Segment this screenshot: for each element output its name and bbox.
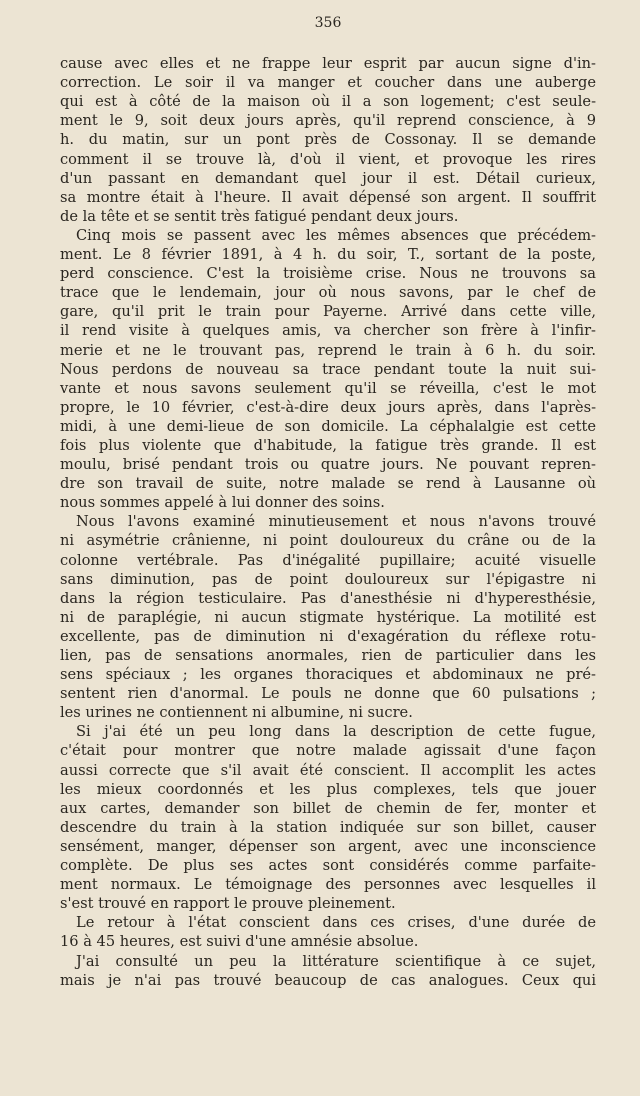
text-line: vante et nous savons seulement qu'il se réveilla, c'est le mot [60, 379, 596, 397]
text-line: Le retour à l'état conscient dans ces crises, d'une durée de [76, 914, 596, 932]
text-line: ment le 9, soit deux jours après, qu'il reprend conscience, à 9 [60, 112, 596, 130]
text-line: qui est à côté de la maison où il a son logement; c'est seule- [60, 93, 596, 111]
text-line: Cinq mois se passent avec les mêmes absences que précédem- [76, 226, 596, 244]
text-line: aux cartes, demander son billet de chemin de fer, monter et [60, 799, 596, 817]
text-line: h. du matin, sur un pont près de Cossonay. Il se demande [60, 131, 596, 149]
text-line: propre, le 10 février, c'est-à-dire deux jours après, dans l'après- [60, 398, 596, 416]
text-line: moulu, brisé pendant trois ou quatre jours. Ne pouvant repren- [60, 456, 596, 474]
text-line: Nous perdons de nouveau sa trace pendant toute la nuit sui- [60, 360, 596, 378]
text-line: s'est trouvé en rapport le prouve pleinement. [60, 895, 396, 913]
text-line: c'était pour montrer que notre malade agissait d'une façon [60, 742, 596, 760]
text-line: Si j'ai été un peu long dans la description de cette fugue, [76, 723, 596, 741]
text-line: sa montre était à l'heure. Il avait dépensé son argent. Il souffrit [60, 188, 596, 206]
text-line: colonne vertébrale. Pas d'inégalité pupillaire; acuité visuelle [60, 551, 596, 569]
text-line: de la tête et se sentit très fatigué pendant deux jours. [60, 207, 459, 225]
text-line: excellente, pas de diminution ni d'exagération du réflexe rotu- [60, 627, 596, 645]
text-line: sans diminution, pas de point douloureux sur l'épigastre ni [60, 570, 596, 588]
text-line: ni asymétrie crânienne, ni point douloureux du crâne ou de la [60, 532, 596, 550]
text-line: il rend visite à quelques amis, va chercher son frère à l'infir- [60, 322, 596, 340]
paragraph [60, 913, 596, 951]
text-line: ment normaux. Le témoignage des personnes avec lesquelles il [60, 876, 596, 894]
text-line: cause avec elles et ne frappe leur esprit par aucun signe d'in- [60, 55, 596, 73]
text-line: merie et ne le trouvant pas, reprend le train à 6 h. du soir. [60, 341, 596, 359]
text-line: dre son travail de suite, notre malade se rend à Lausanne où [60, 475, 596, 493]
text-line: complète. De plus ses actes sont considérés comme parfaite- [60, 857, 596, 875]
page-number: 356 [314, 15, 342, 31]
text-line: ni de paraplégie, ni aucun stigmate hystérique. La motilité est [60, 608, 596, 626]
text-line: Nous l'avons examiné minutieusement et nous n'avons trouvé [76, 513, 596, 531]
text-line: sentent rien d'anormal. Le pouls ne donne que 60 pulsations ; [60, 685, 596, 703]
paragraph [60, 54, 596, 226]
paragraph [60, 226, 596, 512]
text-line: perd conscience. C'est la troisième crise. Nous ne trouvons sa [60, 265, 596, 283]
paragraph [60, 512, 596, 722]
paragraph [60, 952, 596, 990]
text-line: les urines ne contiennent ni albumine, ni sucre. [60, 704, 413, 722]
text-line: J'ai consulté un peu la littérature scientifique à ce sujet, [76, 952, 596, 970]
text-line: nous sommes appelé à lui donner des soins. [60, 494, 385, 512]
text-line: d'un passant en demandant quel jour il est. Détail curieux, [60, 169, 596, 187]
text-line: ment. Le 8 février 1891, à 4 h. du soir, T., sortant de la poste, [60, 246, 596, 264]
text-line: gare, qu'il prit le train pour Payerne. Arrivé dans cette ville, [60, 303, 596, 321]
text-line: trace que le lendemain, jour où nous savons, par le chef de [60, 284, 596, 302]
body-text [60, 54, 596, 990]
text-line: fois plus violente que d'habitude, la fatigue très grande. Il est [60, 436, 596, 454]
text-line: 16 à 45 heures, est suivi d'une amnésie absolue. [60, 933, 419, 951]
text-line: correction. Le soir il va manger et coucher dans une auberge [60, 74, 596, 92]
text-line: mais je n'ai pas trouvé beaucoup de cas analogues. Ceux qui [60, 971, 596, 989]
text-line: sensément, manger, dépenser son argent, avec une inconscience [60, 837, 596, 855]
text-line: aussi correcte que s'il avait été conscient. Il accomplit les actes [60, 761, 596, 779]
text-line: sens spéciaux ; les organes thoraciques et abdominaux ne pré- [60, 666, 596, 684]
text-line: midi, à une demi-lieue de son domicile. La céphalalgie est cette [60, 417, 596, 435]
text-line: les mieux coordonnés et les plus complexes, tels que jouer [60, 780, 596, 798]
text-line: lien, pas de sensations anormales, rien de particulier dans les [60, 647, 596, 664]
text-line: descendre du train à la station indiquée sur son billet, causer [60, 818, 596, 836]
paragraph [60, 722, 596, 913]
text-line: comment il se trouve là, d'où il vient, et provoque les rires [60, 150, 596, 168]
text-line: dans la région testiculaire. Pas d'anesthésie ni d'hyperesthésie, [60, 589, 596, 607]
